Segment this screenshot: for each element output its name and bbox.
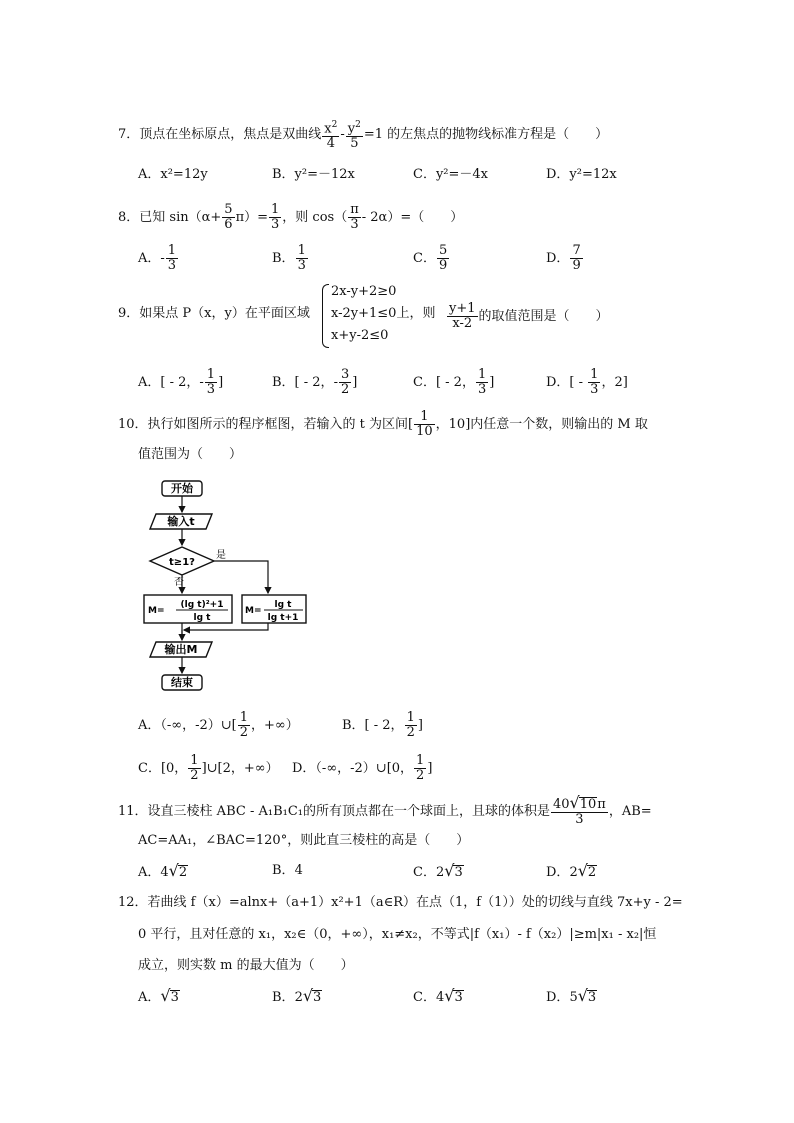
- q7-minus: -: [340, 127, 345, 143]
- flow-left-m: M=: [148, 606, 165, 616]
- q8-option-b[interactable]: B． $\frac{1}{3}$: [272, 243, 306, 273]
- q8-text-post: - 2α）=（ ）: [361, 210, 464, 225]
- q9-stem-post: $\frac{y+1}{x-2}$ 的取值范围是（ ）: [449, 301, 609, 331]
- q11-option-d[interactable]: D．2√2: [546, 861, 597, 880]
- q10-fraction: $\frac{1}{10}$: [416, 409, 433, 439]
- q8-text-mid1: π）=: [235, 210, 269, 225]
- q10-stem: 10．执行如图所示的程序框图，若输入的 t 为区间[ $\frac{1}{10}$ ，10]内任意一个数，则输出的 M 取: [118, 409, 648, 439]
- q9-system-line3: x+y-2≤0: [331, 328, 389, 343]
- q7-option-d[interactable]: D．y²=12x: [546, 167, 617, 182]
- q8-text-mid2: ，则 cos（: [282, 210, 348, 225]
- flow-no-label: 否: [174, 577, 184, 588]
- q11-stem: 11．设直三棱柱 ABC - A₁B₁C₁的所有顶点都在一个球面上，且球的体积是 $\frac{40√10\pi}{3}$ ，AB=: [118, 793, 652, 827]
- q9-option-c[interactable]: C．[ - 2， $\frac{1}{3}$ ]: [413, 367, 495, 397]
- flow-right-merge: [184, 623, 268, 630]
- q7-fraction-y: $\frac{y^2}{5}$: [347, 120, 361, 152]
- q12-stem-line2: 0 平行，且对任意的 x₁，x₂∈（0，+∞），x₁≠x₂，不等式|f（x₁）- f（x₂）|≥m|x₁ - x₂|恒: [138, 927, 657, 942]
- q7-number: 7．: [118, 127, 140, 143]
- flow-right-numerator: lg t: [274, 600, 292, 610]
- q9-option-b[interactable]: B．[ - 2，- $\frac{3}{2}$ ]: [272, 367, 358, 397]
- q8-fraction-1-3: $\frac{1}{3}$: [271, 202, 280, 232]
- q8-stem: [118, 203, 463, 232]
- q9-system-line2: x-2y+1≤0上，则: [331, 306, 436, 321]
- q11-option-a[interactable]: A．4√2: [138, 861, 188, 880]
- q12-option-a[interactable]: A．√3: [138, 986, 179, 1005]
- flow-right-denominator: lg t+1: [267, 613, 299, 623]
- flow-output-label: 输出M: [164, 643, 198, 656]
- flow-yes-label: 是: [216, 550, 226, 561]
- q9-fraction: $\frac{y+1}{x-2}$: [449, 301, 476, 331]
- q8-text-pre: 已知 sin（α+: [139, 210, 222, 225]
- q12-option-b[interactable]: B．2√3: [272, 986, 322, 1005]
- q9-system-line1: 2x-y+2≥0: [331, 284, 397, 299]
- flow-right-m: M=: [245, 606, 262, 616]
- q10-option-a[interactable]: A．（-∞，-2）∪[ $\frac{1}{2}$ ，+∞）: [138, 710, 299, 740]
- q7-option-c[interactable]: C．y²=－4x: [413, 167, 488, 182]
- q12-option-c[interactable]: C．4√3: [413, 986, 463, 1005]
- q10-option-c[interactable]: C．[0， $\frac{1}{2}$ ]∪[2，+∞）: [138, 753, 279, 783]
- q8-option-d[interactable]: D． $\frac{7}{9}$: [546, 243, 581, 273]
- q12-stem-line1: 12．若曲线 f（x）=alnx+（a+1）x²+1（a∈R）在点（1，f（1））处的切线与直线 7x+y - 2=: [118, 895, 683, 910]
- flow-end-label: 结束: [171, 676, 193, 689]
- flow-input-label: 输入t: [167, 515, 195, 528]
- q9-system-brace: [322, 284, 329, 348]
- flow-left-denominator: lg t: [193, 613, 211, 623]
- q9-stem-pre: 9．如果点 P（x，y）在平面区域: [118, 306, 310, 321]
- q9-option-d[interactable]: D．[ - $\frac{1}{3}$ ，2]: [546, 367, 628, 397]
- q7-option-a[interactable]: A．x²=12y: [138, 167, 208, 182]
- q8-option-c[interactable]: C． $\frac{5}{9}$: [413, 243, 448, 273]
- q11-option-c[interactable]: C．2√3: [413, 861, 463, 880]
- q8-option-a[interactable]: A．- $\frac{1}{3}$: [138, 243, 177, 273]
- q7-option-b[interactable]: B．y²=－12x: [272, 167, 355, 182]
- q10-option-d[interactable]: D．（-∞，-2）∪[0， $\frac{1}{2}$ ]: [292, 753, 433, 783]
- q8-fraction-pi-3: $\frac{\pi}{3}$: [350, 202, 359, 232]
- q11-option-b[interactable]: B．4: [272, 863, 303, 878]
- q7-stem: [118, 118, 608, 151]
- flow-start-label: 开始: [171, 482, 193, 495]
- q8-fraction-5-6: $\frac{5}{6}$: [224, 202, 233, 232]
- q11-volume-fraction: $\frac{40√10\pi}{3}$: [553, 793, 606, 827]
- q7-text-post: =1 的左焦点的抛物线标准方程是（ ）: [363, 127, 609, 143]
- q11-stem-line2: AC=AA₁，∠BAC=120°，则此直三棱柱的高是（ ）: [138, 833, 470, 848]
- flow-condition-label: t≥1?: [169, 557, 195, 568]
- q9-option-a[interactable]: A．[ - 2，- $\frac{1}{3}$ ]: [138, 367, 224, 397]
- q10-flowchart: [140, 477, 320, 697]
- q10-stem-line2: 值范围为（ ）: [138, 447, 243, 462]
- q12-option-d[interactable]: D．5√3: [546, 986, 597, 1005]
- flow-left-numerator: (lg t)²+1: [180, 600, 224, 610]
- q10-option-b[interactable]: B．[ - 2， $\frac{1}{2}$ ]: [342, 710, 423, 740]
- q8-number: 8．: [118, 210, 140, 225]
- q7-text-pre: 顶点在坐标原点，焦点是双曲线: [139, 127, 322, 143]
- flow-arrow-yes: [214, 561, 268, 593]
- q7-fraction-x: $\frac{x^2}{4}$: [324, 120, 338, 152]
- q12-stem-line3: 成立，则实数 m 的最大值为（ ）: [138, 958, 354, 973]
